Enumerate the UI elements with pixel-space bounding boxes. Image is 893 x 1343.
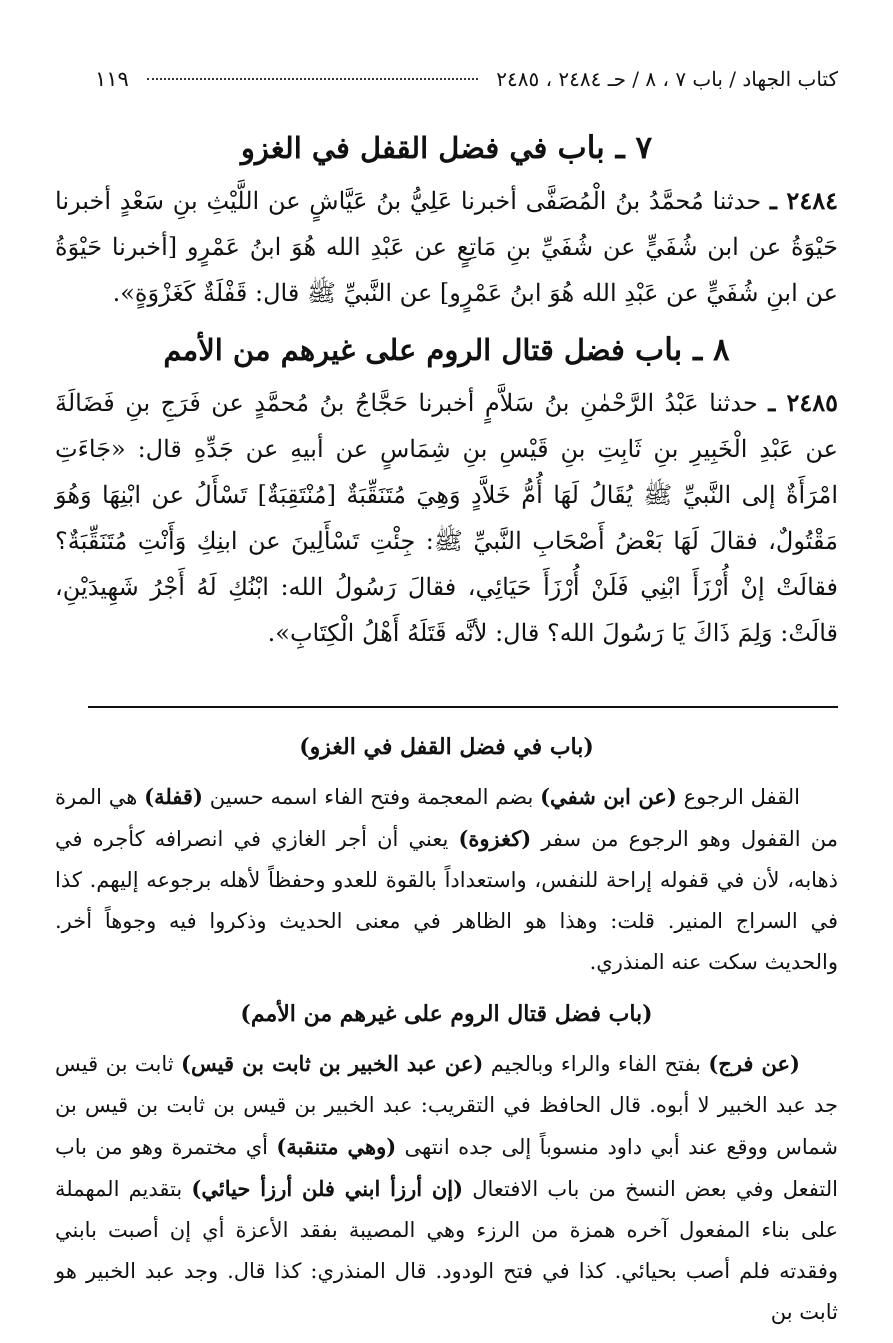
hadith-number: ٢٤٨٤ ـ bbox=[769, 186, 838, 215]
bold-lemma: (عن ابن شفي) bbox=[540, 784, 677, 809]
running-head-title: كتاب الجهاد / باب ٧ ، ٨ / حـ ٢٤٨٤ ، ٢٤٨٥ bbox=[496, 67, 838, 91]
bold-lemma: (كغزوة) bbox=[458, 826, 532, 851]
chapter-title: فضل قتال الروم على غيرهم من الأمم bbox=[163, 333, 625, 367]
chapter-title: في فضل القفل في الغزو bbox=[240, 131, 548, 165]
commentary-paragraph bbox=[55, 1043, 838, 1333]
commentary-text: يعني أن أجر الغازي في انصرافه كأجره في ذهابه، لأن في قفوله إراحة للنفس، واستعداداً بالقوة للعدو وحفظاً لأهله برجوعه إليهم. كذا في السراج المنير. قلت: وهذا هو الظاهر في معنى الحديث وذكروا فيه وجوهاً أخر. والحديث سكت عنه المنذري. bbox=[55, 827, 838, 974]
hadith-number: ٢٤٨٥ ـ bbox=[768, 388, 838, 417]
commentary-heading-7: (باب في فضل القفل في الغزو) bbox=[299, 734, 594, 760]
commentary bbox=[55, 718, 838, 1333]
commentary-paragraph bbox=[55, 776, 838, 983]
bold-lemma: (إن أرزأ ابني فلن أرزأ حيائي) bbox=[191, 1176, 464, 1201]
page-number: ١١٩ bbox=[95, 67, 129, 91]
leader-dots bbox=[147, 78, 478, 80]
main-text bbox=[55, 118, 838, 656]
commentary-text: ثابت بن قيس جد عبد الخبير لا أبوه. قال الحافظ في التقريب: عبد الخبير بن قيس بن ثابت بن قيس بن شماس ووقع عند أبي داود منسوباً إلى جده انتهى bbox=[55, 1052, 838, 1159]
chapter-keyword: ٨ ـ باب bbox=[635, 332, 730, 368]
commentary-text: بفتح الفاء والراء وبالجيم bbox=[483, 1052, 709, 1076]
bold-lemma: (عن فرج) bbox=[708, 1051, 800, 1076]
running-head bbox=[95, 62, 838, 96]
commentary-text: أي مختمرة وهو من باب التفعل وفي بعض النسخ من باب الافتعال bbox=[55, 1135, 838, 1201]
bold-lemma: (عن عبد الخبير بن ثابت بن قيس) bbox=[181, 1051, 484, 1076]
footnote-divider bbox=[88, 706, 838, 708]
commentary-text: بتقديم المهملة على بناء المفعول آخره همزة من الرزء وهي المصيبة بفقد الأعزة أي إن أصبت بابني وفقدته فلم أصب بحيائي. كذا في فتح الودود. قال المنذري: كذا قال. وجد عبد الخبير هو ثابت بن bbox=[55, 1177, 838, 1324]
chapter-heading-8 bbox=[55, 320, 838, 380]
commentary-heading-8: (باب فضل قتال الروم على غيرهم من الأمم) bbox=[240, 1001, 653, 1027]
hadith-text: حدثنا مُحمَّدُ بنُ الْمُصَفَّى أخبرنا عَلِيُّ بنُ عَيَّاشٍ عن اللَّيْثِ بنِ سَعْدٍ أخبرنا حَيْوَةُ عن ابن شُفَيٍّ عن شُفَيِّ بنِ مَاتِعٍ عن عَبْدِ الله هُوَ ابنُ عَمْرٍو [أخبرنا حَيْوَةُ عن ابنِ شُفَيٍّ عن عَبْدِ الله هُوَ ابنُ عَمْرٍو] عن النَّبيِّ ﷺ قال: قَفْلَةٌ كَغَزْوَةٍ». bbox=[55, 187, 838, 307]
bold-lemma: (قفلة) bbox=[144, 784, 203, 809]
hadith-2484 bbox=[55, 178, 838, 316]
chapter-heading-7 bbox=[55, 118, 838, 178]
hadith-2485 bbox=[55, 380, 838, 656]
commentary-text: بضم المعجمة وفتح الفاء اسمه حسين bbox=[202, 785, 541, 809]
chapter-keyword: ٧ ـ باب bbox=[557, 130, 653, 166]
hadith-text: حدثنا عَبْدُ الرَّحْمٰنِ بنُ سَلاَّمٍ أخبرنا حَجَّاجُ بنُ مُحمَّدٍ عن فَرَجِ بنِ فَضَالَةَ عن عَبْدِ الْخَبِيرِ بنِ ثَابِتِ بنِ قَيْسِ بنِ شِمَاسٍ عن أبيهِ عن جَدِّهِ قال: «جَاءَتِ امْرَأَةٌ إلى النَّبيِّ ﷺ يُقَالُ لَهَا أُمُّ خَلاَّدٍ وَهِيَ مُتَنَقِّبَةٌ [مُنْتَقِبَةٌ] تَسْأَلُ عن ابْنِهَا وَهُوَ مَقْتُولٌ، فقالَ لَهَا بَعْضُ أَصْحَابِ النَّبيِّ ﷺ: جِئْتِ تَسْأَلِينَ عن ابنِكِ وَأَنْتِ مُتَنَقِّبَةٌ؟ فقالَتْ إنْ أُرْزَأَ ابْنِي فَلَنْ أُرْزَأَ حَيَائِي، فقالَ رَسُولُ الله: ابْنُكِ لَهُ أَجْرُ شَهِيدَيْنِ، قالَتْ: وَلِمَ ذَاكَ يَا رَسُولَ الله؟ قال: لأنَّه قَتَلَهُ أَهْلُ الْكِتَابِ». bbox=[55, 389, 838, 647]
bold-lemma: (وهي متنقبة) bbox=[276, 1134, 397, 1159]
commentary-text: هي المرة من القفول وهو الرجوع من سفر bbox=[55, 785, 838, 851]
commentary-text: القفل الرجوع bbox=[676, 785, 800, 809]
